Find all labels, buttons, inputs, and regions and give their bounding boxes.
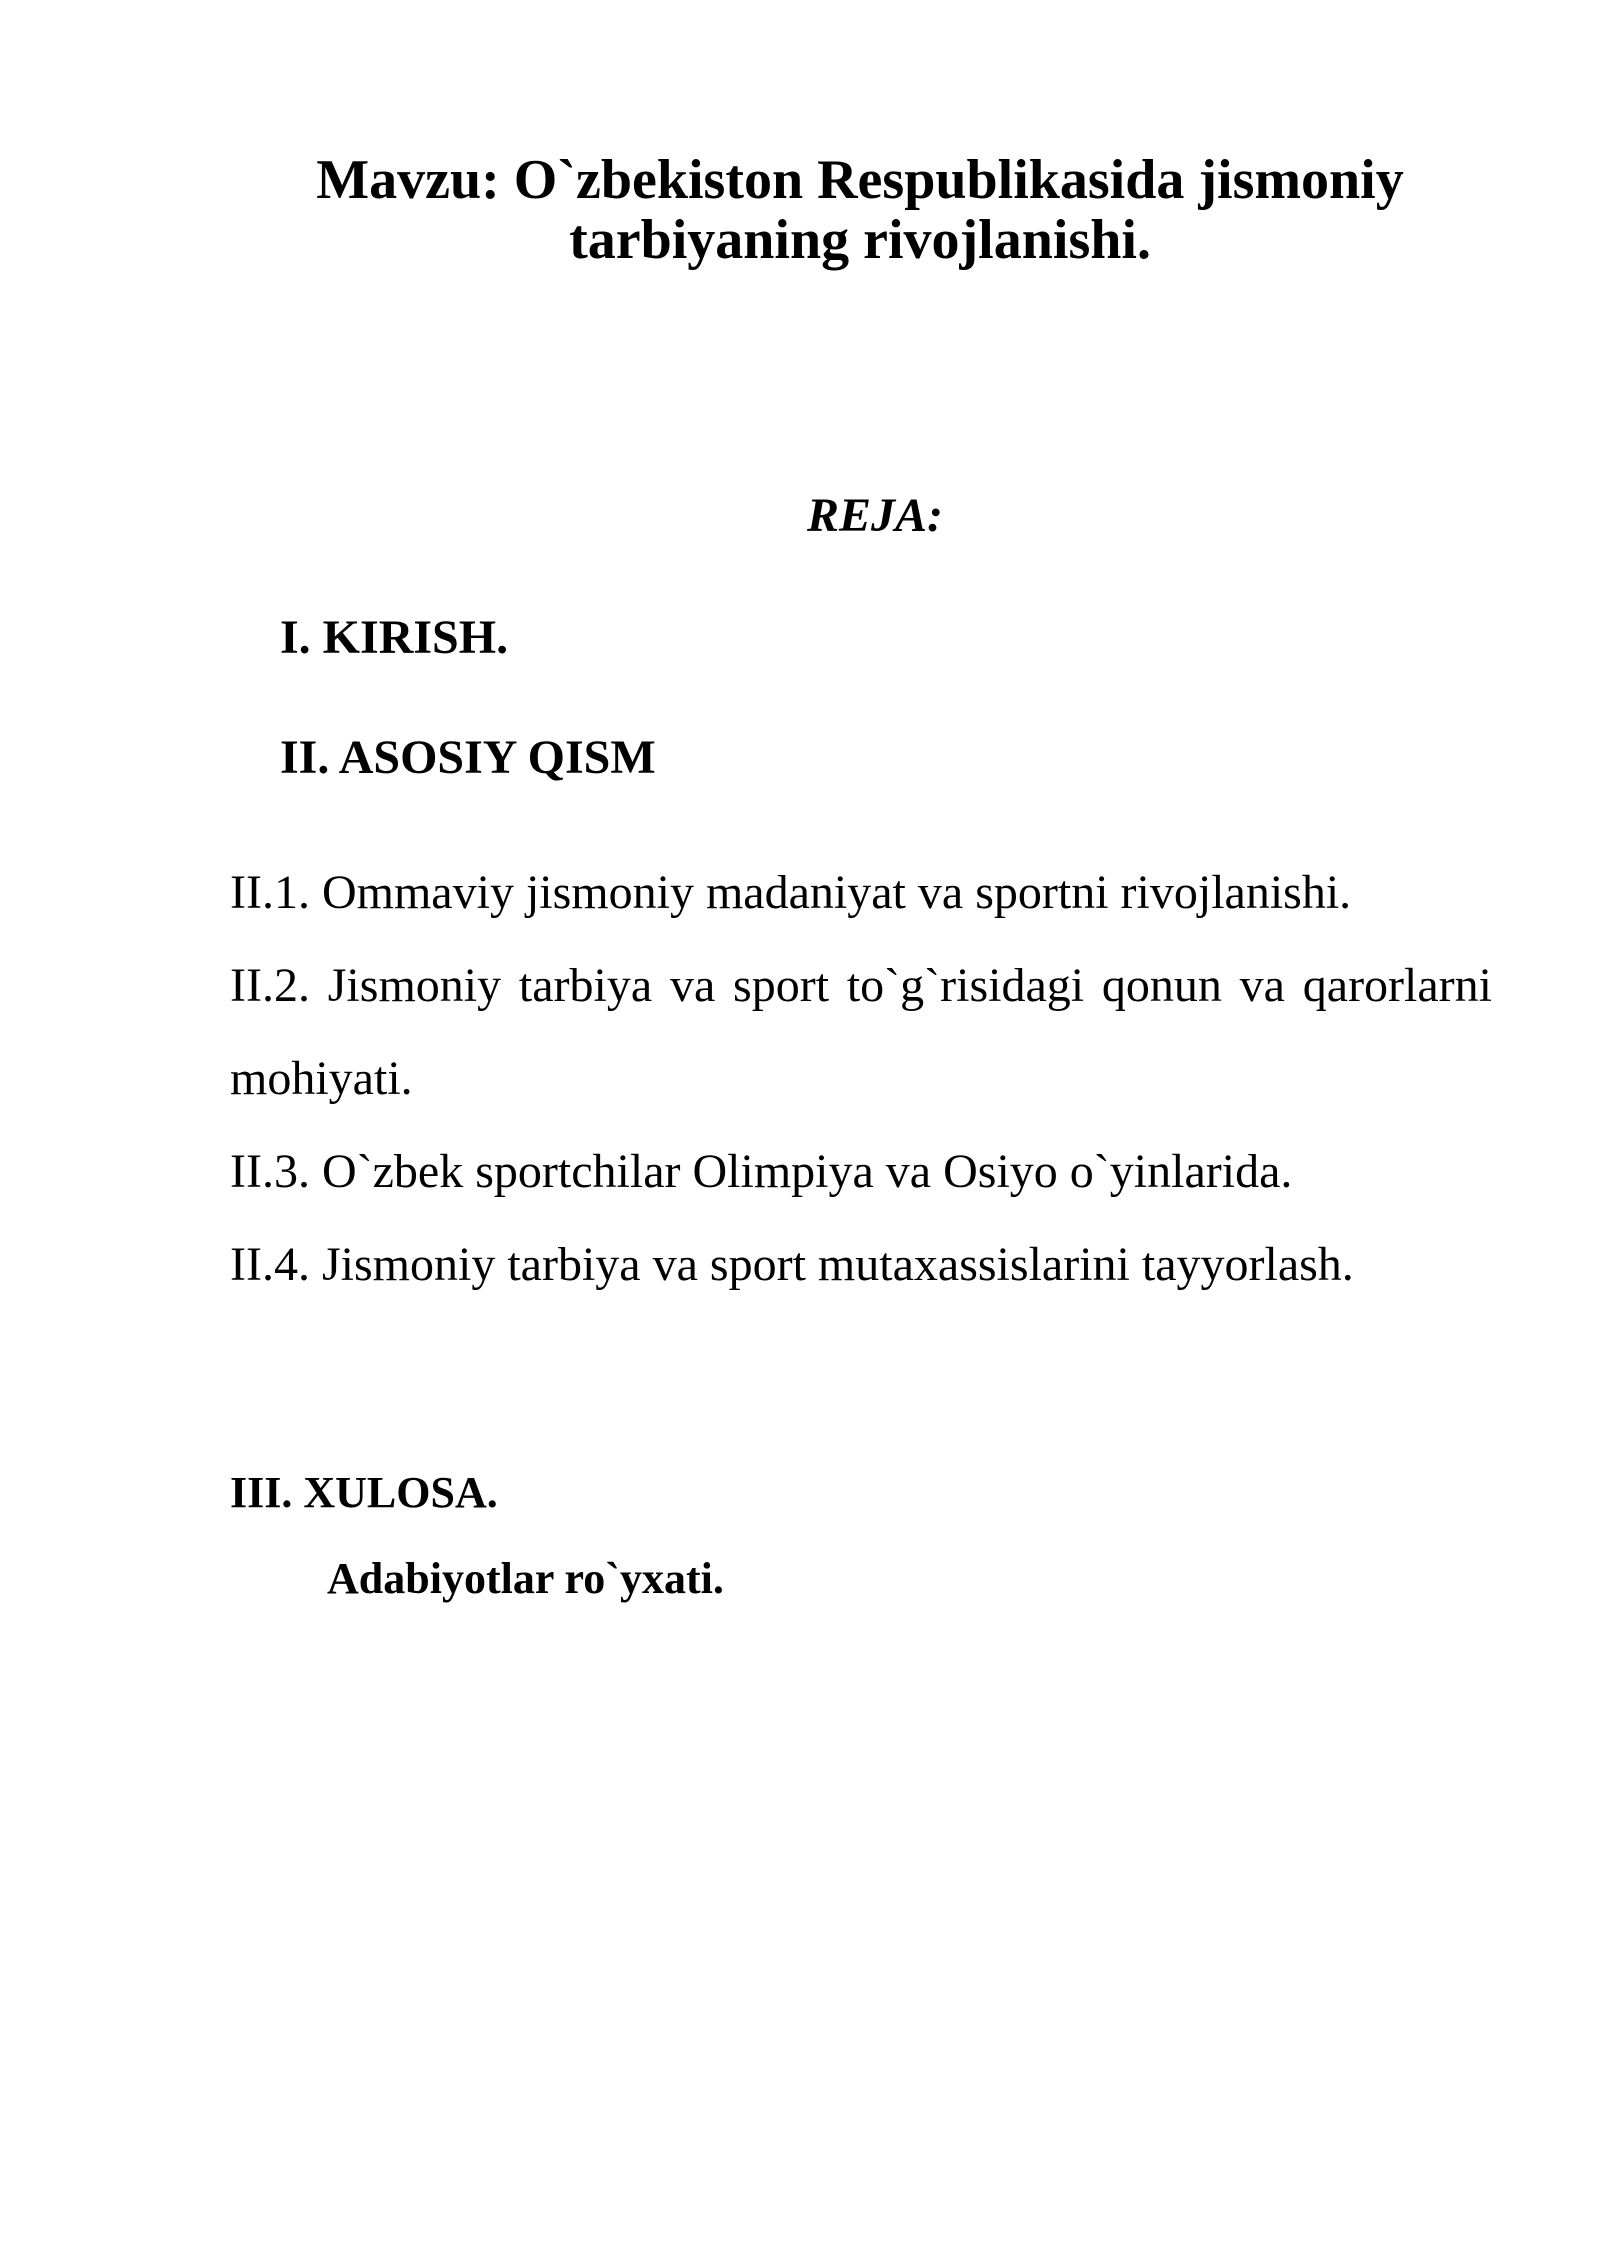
subsection-list [230,846,1492,1311]
section-main-part: II. ASOSIY QISM [280,731,656,784]
title-line-2: tarbiyaning rivojlanishi. [569,209,1151,271]
references-heading: Adabiyotlar ro`yxati. [327,1554,724,1603]
subsection-item: II.4. Jismoniy tarbiya va sport mutaxassislarini tayyorlash. [230,1238,1354,1291]
subsection-item: II.2. Jismoniy tarbiya va sport to`g`risidagi qonun va qarorlarni mohiyati. [230,959,1492,1105]
section-introduction: I. KIRISH. [280,611,509,664]
section-conclusion: III. XULOSA. [230,1468,498,1517]
title-line-1: Mavzu: O`zbekiston Respublikasida jismoniy [316,149,1404,211]
subsection-item: II.3. O`zbek sportchilar Olimpiya va Osiyo o`yinlarida. [230,1145,1293,1198]
subsection-item: II.1. Ommaviy jismoniy madaniyat va sportni rivojlanishi. [230,866,1352,919]
document-title [230,150,1490,270]
plan-heading: REJA: [806,489,944,542]
